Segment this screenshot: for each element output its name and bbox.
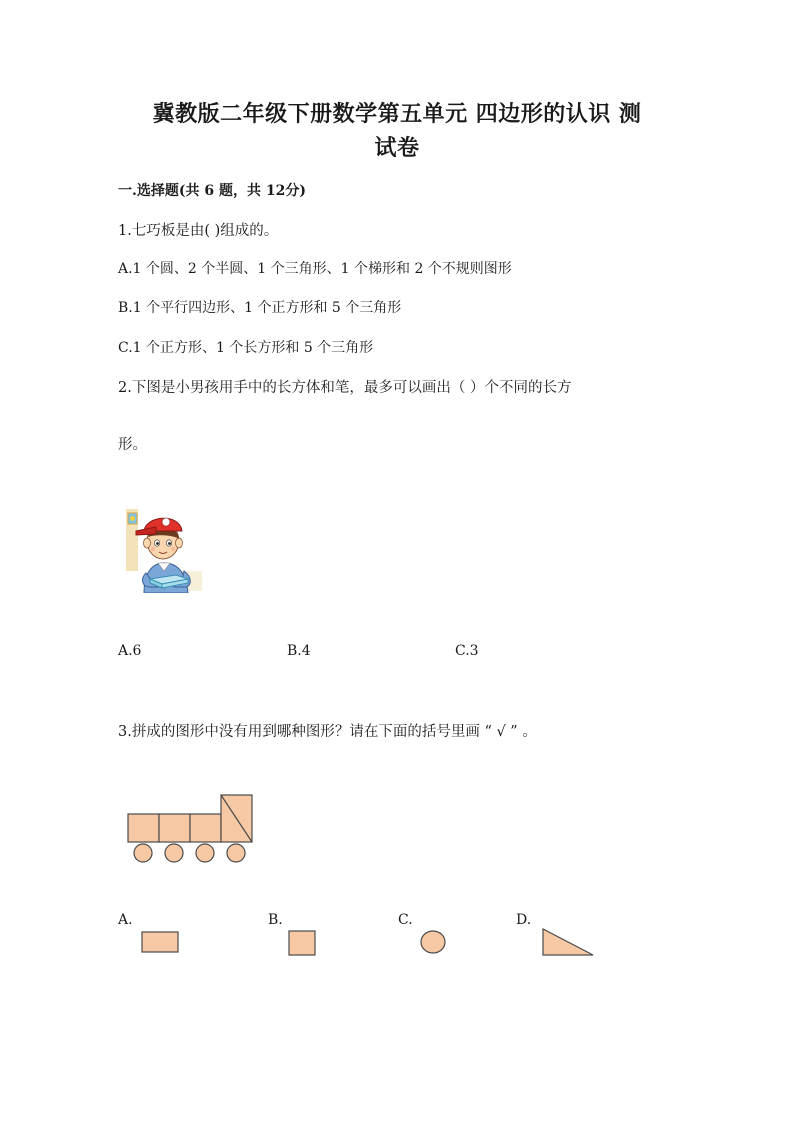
question-2-option-b[interactable]: B.4 <box>287 643 311 659</box>
option-d-triangle-shape <box>540 926 596 958</box>
truck-wheel-3 <box>196 844 214 862</box>
question-1-text: 1.七巧板是由( )组成的。 <box>118 223 279 239</box>
question-1-option-c[interactable]: C.1 个正方形、1 个长方形和 5 个三角形 <box>118 340 374 356</box>
question-2-option-c[interactable]: C.3 <box>455 643 479 659</box>
truck-body-square-1 <box>128 814 159 842</box>
option-c-circle-shape <box>419 929 447 955</box>
question-3-option-a-label[interactable]: A. <box>118 912 133 928</box>
truck-wheel-4 <box>227 844 245 862</box>
truck-figure <box>124 792 258 864</box>
option-b-square-shape <box>287 929 317 957</box>
question-2-text-line1: 2.下图是小男孩用手中的长方体和笔，最多可以画出（ ）个不同的长方 <box>118 380 572 396</box>
truck-body-square-3 <box>190 814 221 842</box>
truck-wheel-2 <box>165 844 183 862</box>
question-1-option-b[interactable]: B.1 个平行四边形、1 个正方形和 5 个三角形 <box>118 300 402 316</box>
boy-with-cuboid-illustration <box>126 507 202 593</box>
question-3-text: 3.拼成的图形中没有用到哪种图形？请在下面的括号里画 “ √ ” 。 <box>118 724 537 740</box>
question-2-option-a[interactable]: A.6 <box>118 643 142 659</box>
option-a-rectangle-shape <box>140 930 180 954</box>
page-title-line1: 冀教版二年级下册数学第五单元 四边形的认识 测 <box>152 102 642 127</box>
page-title-line2: 试卷 <box>374 136 420 161</box>
question-3-option-d-label[interactable]: D. <box>516 912 532 928</box>
question-3-option-b-label[interactable]: B. <box>268 912 283 928</box>
truck-body-square-2 <box>159 814 190 842</box>
section-heading: 一.选择题(共 6 题，共 12分) <box>118 183 306 199</box>
question-3-option-c-label[interactable]: C. <box>398 912 413 928</box>
question-2-text-line2: 形。 <box>118 437 147 453</box>
truck-wheel-1 <box>134 844 152 862</box>
question-1-option-a[interactable]: A.1 个圆、2 个半圆、1 个三角形、1 个梯形和 2 个不规则图形 <box>118 261 512 277</box>
